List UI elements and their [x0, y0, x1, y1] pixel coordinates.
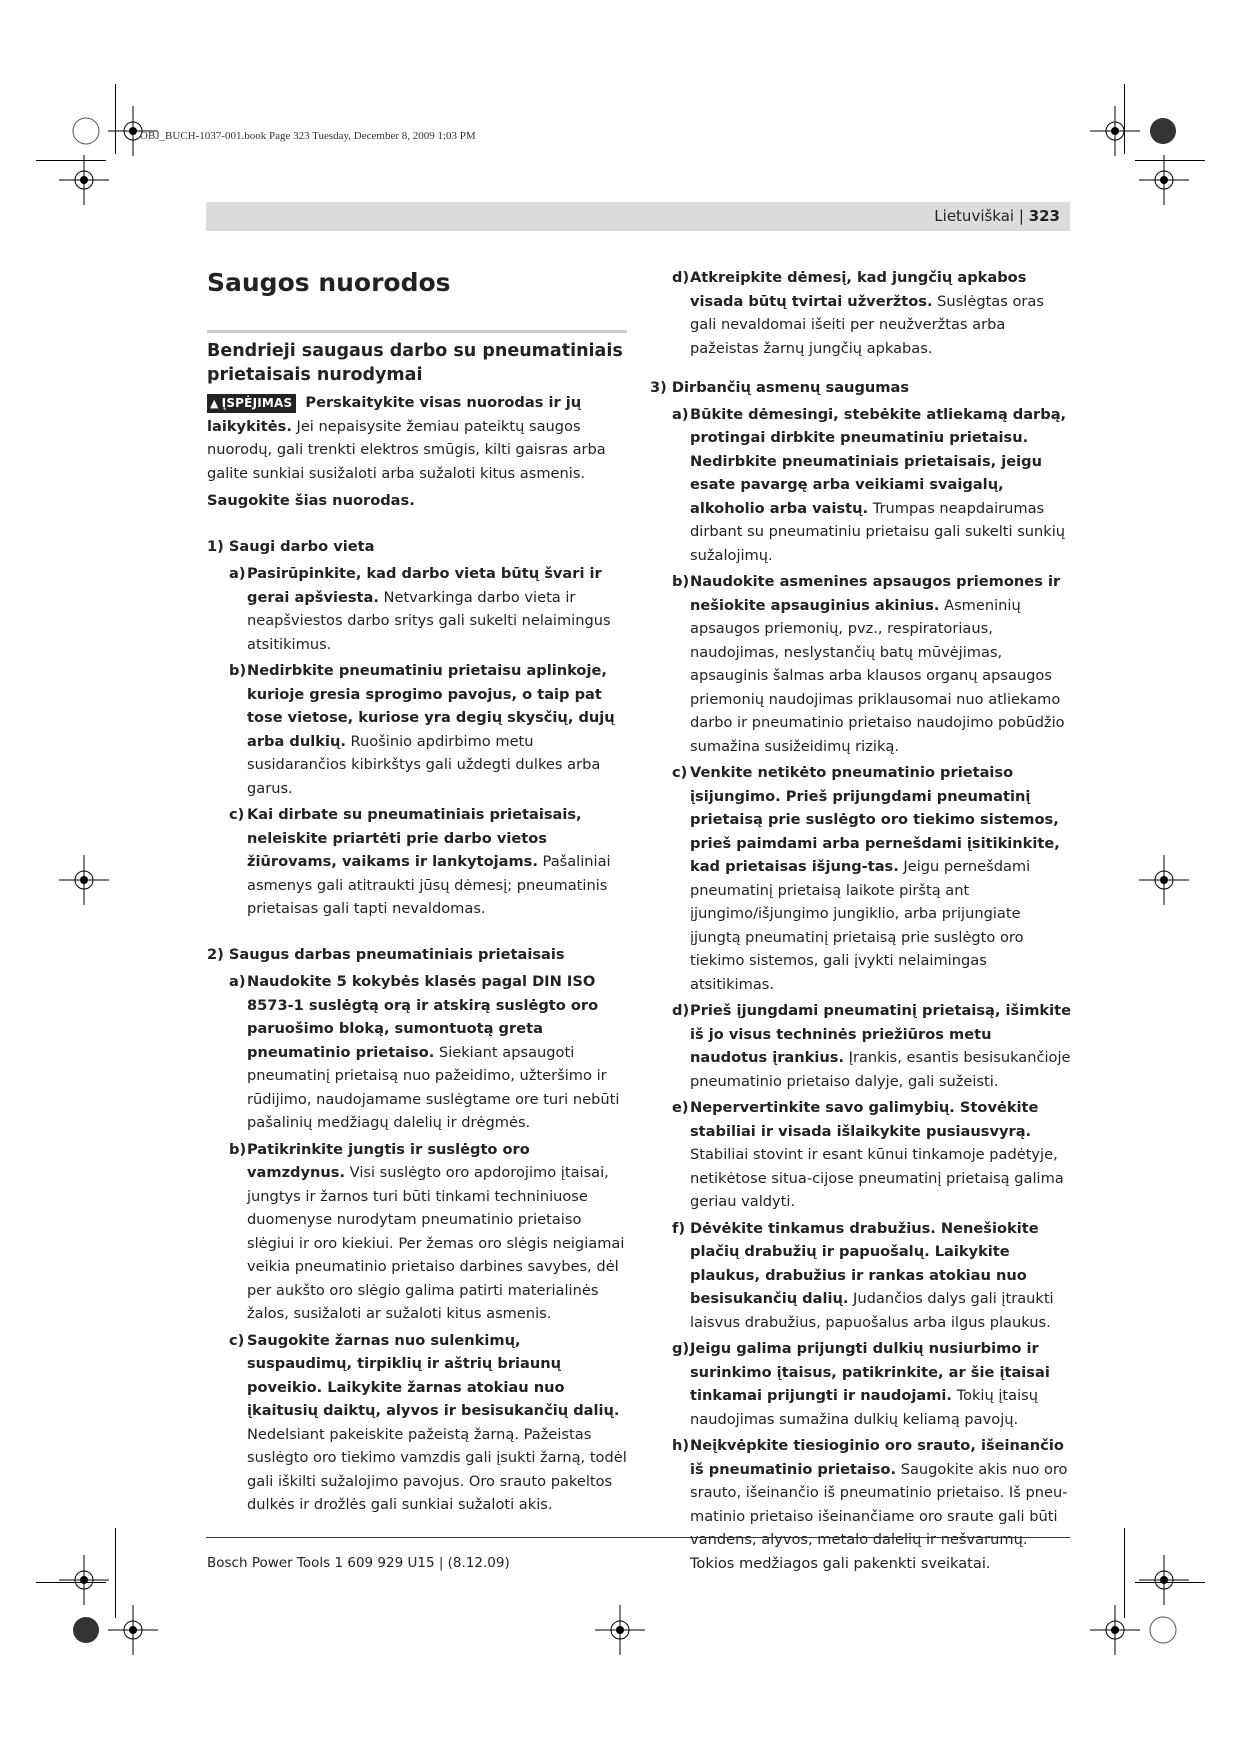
item-text: Judančios dalys gali įtraukti laisvus drabužius, papuošalus arba ilgus plaukus.: [690, 1290, 1054, 1331]
item-label: b): [672, 573, 690, 590]
warning-badge: [207, 394, 296, 413]
item-bold: Atkreipkite dėmesį, kad jungčių apkabos visada būtų tvirtai užveržtos.: [690, 269, 1027, 310]
footer-rule: [206, 1537, 1070, 1538]
item-text: Stabiliai stovint ir esant kūnui tinkamoje padėtyje, netikėtose situa-cijose pneumatinį prietaisą galima geriau valdyti.: [690, 1146, 1064, 1210]
item-label: g): [672, 1340, 690, 1357]
section-title: 2) Saugus darbas pneumatiniais prietaisais: [207, 945, 565, 963]
page-header-bar: [206, 202, 1070, 231]
list-item: [650, 1096, 1072, 1214]
list-item: [650, 761, 1072, 996]
list-item: [207, 1329, 627, 1517]
item-label: a): [672, 405, 689, 423]
list-item: [650, 266, 1072, 360]
page-footer: Bosch Power Tools 1 609 929 U15 | (8.12.09): [207, 1555, 510, 1571]
item-text: Siekiant apsaugoti pneumatinį prietaisą nuo pažeidimo, užteršimo ir rūdijimo, naudojamame suslėgtame ore turi nebūti pašalinių medžiagų dalelių ir drėgmės.: [247, 1043, 620, 1131]
page-header: [934, 207, 1060, 225]
item-text: Suslėgtas oras gali nevaldomai išeiti per neužveržtas arba pažeistas žarnų jungčių apkabas.: [690, 292, 1044, 357]
item-label: c): [672, 764, 688, 781]
warning-block: [207, 391, 627, 485]
title-rule: [207, 330, 627, 333]
warning-badge-label: ĮSPĖJIMAS: [221, 396, 293, 410]
list-item: [207, 659, 627, 800]
list-item: [207, 1138, 627, 1326]
item-text: Trumpas neapdairumas dirbant su pneumatiniu prietaisu gali sukelti sunkių sužalojimų.: [690, 499, 1066, 564]
left-column: [207, 266, 627, 1520]
list-item: [650, 1337, 1072, 1431]
list-item: [207, 970, 627, 1135]
list-item: [650, 570, 1072, 758]
item-label: d): [672, 1002, 690, 1019]
item-bold: Kai dirbate su pneumatiniais prietaisais, neleiskite priartėti prie darbo vietos žiūrovams, vaikams ir lankytojams.: [247, 806, 582, 870]
keep-notice: Saugokite šias nuorodas.: [207, 492, 415, 509]
item-bold: Nedirbkite pneumatiniu prietaisu aplinkoje, kurioje gresia sprogimo pavojus, o taip pat tose vietose, kuriose yra degių skysčių, dujų arba dulkių.: [247, 662, 615, 750]
item-text: Netvarkinga darbo vieta ir neapšviestos darbo sritys gali sukelti nelaimingus atsitikimus.: [247, 588, 611, 653]
item-label: f): [672, 1219, 686, 1237]
section-title: 3) Dirbančių asmenų saugumas: [650, 379, 910, 396]
list-item: [207, 803, 627, 921]
item-text: Nedelsiant pakeiskite pažeistą žarną. Pažeistas suslėgto oro tiekimo vamzdis gali įsukti žarną, todėl gali iškilti sužalojimo pavojus. Oro srauto pakeltos dulkės ir drožlės gali sunkiai sužaloti akis.: [247, 1425, 627, 1513]
item-label: h): [672, 1437, 690, 1454]
item-bold: Neįkvėpkite tiesioginio oro srauto, išeinančio iš pneumatinio prietaiso.: [690, 1437, 1064, 1478]
warning-triangle-icon: ▲: [210, 397, 219, 410]
item-label: d): [672, 269, 690, 286]
page-number: 323: [1028, 207, 1060, 225]
item-label: e): [672, 1099, 689, 1116]
item-bold: Naudokite 5 kokybės klasės pagal DIN ISO 8573-1 suslėgtą orą ir atskirą suslėgto oro paruošimo bloką, sumontuotą greta pneumatinio prietaiso.: [247, 973, 599, 1061]
item-bold: Pasirūpinkite, kad darbo vieta būtų švari ir gerai apšviesta.: [247, 565, 602, 606]
item-label: a): [229, 973, 246, 990]
item-bold: Naudokite asmenines apsaugos priemones ir nešiokite apsauginius akinius.: [690, 573, 1061, 614]
item-bold: Jeigu galima prijungti dulkių nusiurbimo ir surinkimo įtaisus, patikrinkite, ar šie įtaisai tinkamai prijungti ir naudojami.: [690, 1340, 1050, 1404]
print-header: OBJ_BUCH-1037-001.book Page 323 Tuesday, December 8, 2009 1:03 PM: [140, 130, 476, 142]
item-bold: Patikrinkite jungtis ir suslėgto oro vamzdynus.: [247, 1140, 530, 1181]
item-label: b): [229, 1140, 247, 1158]
list-item: [650, 1217, 1072, 1335]
warning-bold: Perskaitykite visas nuorodas ir jų laikykitės.: [207, 394, 582, 435]
item-text: Jeigu pernešdami pneumatinį prietaisą laikote pirštą ant įjungimo/išjungimo jungiklio, arba prijungiate įjungtą pneumatinį prietaisą prie suslėgto oro tiekimo sistemos, gali įvykti nelaimingas atsitikimas.: [690, 858, 1031, 993]
section-title: 1) Saugi darbo vieta: [207, 537, 375, 555]
warning-text: Jei nepaisysite žemiau pateiktų saugos nuorodų, gali trenkti elektros smūgis, kilti gaisras arba galite sunkiai susižaloti arba sužaloti kitus asmenis.: [207, 417, 606, 482]
item-label: c): [229, 1331, 245, 1349]
header-language: Lietuviškai: [934, 207, 1015, 225]
item-text: Saugokite akis nuo oro srauto, išeinančio iš pneumatinio prietaiso. Iš pneu-matinio prietaiso išeinančiame oro sraute gali būti vandens, alyvos, metalo dalelių ir nešvarumų. Tokios medžiagos gali pakenkti sveikatai.: [690, 1460, 1068, 1572]
item-bold: Nepervertinkite savo galimybių. Stovėkite stabiliai ir visada išlaikykite pusiausvyrą.: [690, 1099, 1039, 1140]
item-text: Asmeninių apsaugos priemonių, pvz., respiratoriaus, naudojimas, neslystančių batų mūvėjimas, apsauginis šalmas arba klausos organų apsaugos priemonių naudojimas priklausomai nuo atliekamo darbo ir pneumatinio prietaiso naudojimo pobūdžio sumažina susižeidimų riziką.: [690, 596, 1065, 755]
list-item: [207, 562, 627, 656]
item-bold: Dėvėkite tinkamus drabužius. Nenešiokite plačių drabužių ir papuošalų. Laikykite plaukus, drabužius ir rankas atokiau nuo besisukančių dalių.: [690, 1219, 1039, 1307]
list-item: [650, 403, 1072, 568]
item-text: Pašaliniai asmenys gali atitraukti jūsų dėmesį; pneumatinis prietaisas gali tapti nevaldomas.: [247, 853, 611, 917]
right-column: [650, 266, 1072, 1578]
list-item: [650, 1434, 1072, 1575]
header-separator: |: [1014, 207, 1029, 225]
item-text: Visi suslėgto oro apdorojimo įtaisai, jungtys ir žarnos turi būti tinkami techniniuose duomenyse nurodytam pneumatinio prietaiso slėgiui ir oro kiekiui. Per žemas oro slėgis neigiamai veikia pneumatinio prietaiso darbines savybes, dėl per aukšto oro slėgio galima patirti materialinės žalos, susižaloti ar sužaloti kitus asmenis.: [247, 1164, 625, 1322]
item-bold: Būkite dėmesingi, stebėkite atliekamą darbą, protingai dirbkite pneumatiniu prietaisu. Nedirbkite pneumatiniais prietaisais, jeigu esate pavargę arba veikiami svaigalų, alkoholio arba vaistų.: [690, 405, 1067, 517]
item-bold: Venkite netikėto pneumatinio prietaiso įsijungimo. Prieš prijungdami pneumatinį prietaisą prie suslėgto oro tiekimo sistemos, prieš paimdami arba pernešdami įsitikinkite, kad prietaisas išjung-tas.: [690, 764, 1060, 875]
list-item: [650, 999, 1072, 1093]
item-text: Įrankis, esantis besisukančioje pneumatinio prietaiso dalyje, gali sužeisti.: [690, 1049, 1071, 1090]
item-text: Tokių įtaisų naudojimas sumažina dulkių keliamą pavojų.: [690, 1387, 1039, 1428]
item-label: a): [229, 565, 246, 582]
item-label: c): [229, 806, 245, 823]
item-label: b): [229, 662, 247, 679]
item-bold: Saugokite žarnas nuo sulenkimų, suspaudimų, tirpiklių ir aštrių briaunų poveikio. Laikykite žarnas atokiau nuo įkaitusių daiktų, alyvos ir besisukančių dalių.: [247, 1331, 620, 1419]
item-bold: Prieš įjungdami pneumatinį prietaisą, išimkite iš jo visus techninės priežiūros metu naudotus įrankius.: [690, 1002, 1072, 1066]
item-text: Ruošinio apdirbimo metu susidarančios kibirkštys gali uždegti dulkes arba garus.: [247, 732, 601, 797]
section-subtitle: Bendrieji saugaus darbo su pneumatiniais prietaisais nurodymai: [207, 341, 623, 385]
page-title: Saugos nuorodos: [207, 268, 451, 297]
